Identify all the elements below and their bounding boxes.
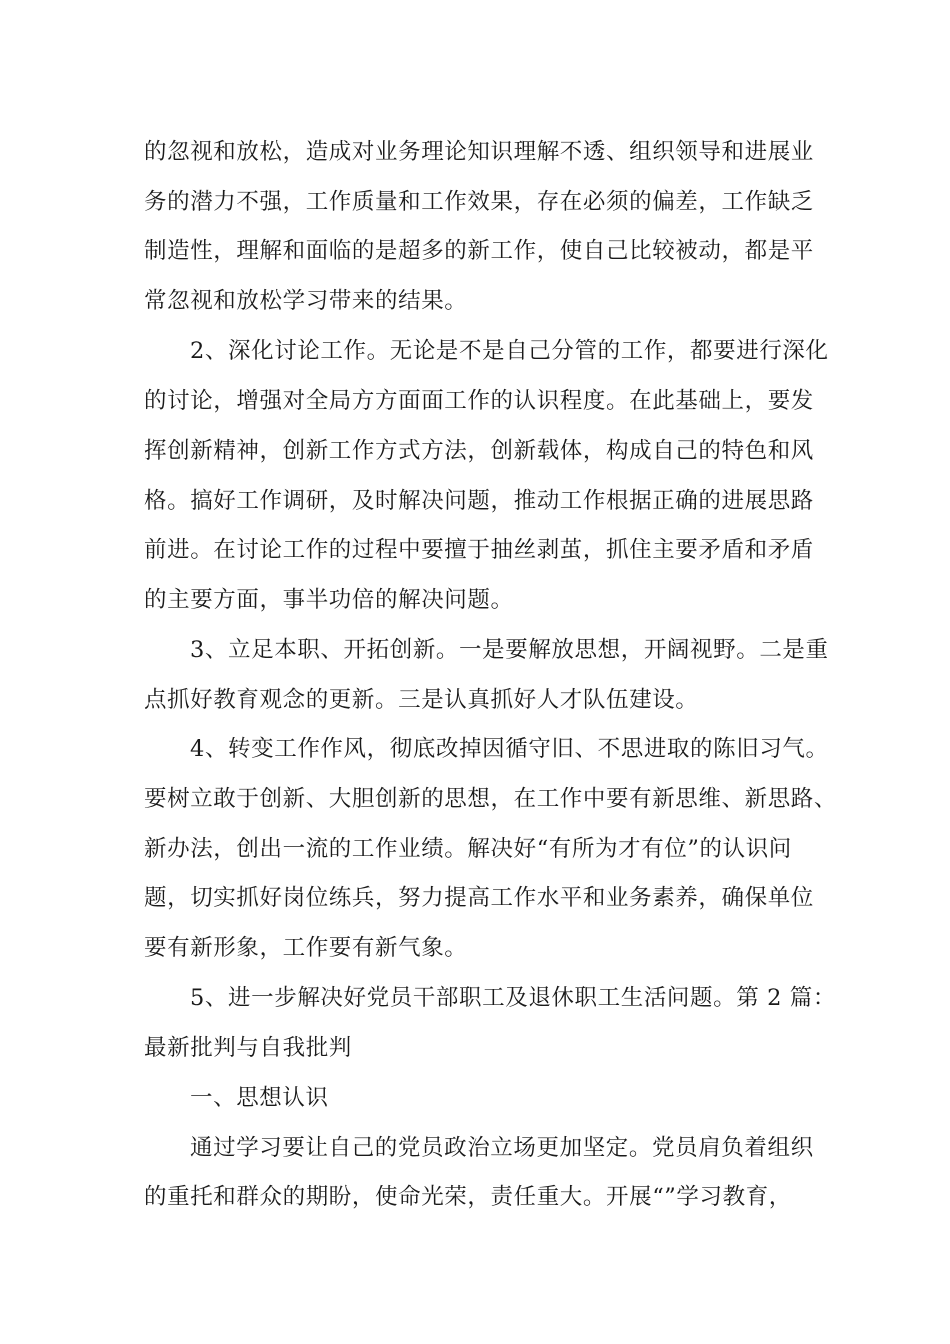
text-line: 2、深化讨论工作。无论是不是自己分管的工作，都要进行深化 bbox=[190, 338, 829, 364]
text-line: 前进。在讨论工作的过程中要擅于抽丝剥茧，抓住主要矛盾和矛盾 bbox=[144, 537, 814, 563]
text-line: 要有新形象，工作要有新气象。 bbox=[144, 935, 468, 961]
text-line: 新办法，创出一流的工作业绩。解决好“有所为才有位”的认识问 bbox=[144, 836, 792, 862]
text-line: 通过学习要让自己的党员政治立场更加坚定。党员肩负着组织 bbox=[190, 1135, 814, 1161]
text-line: 的忽视和放松，造成对业务理论知识理解不透、组织领导和进展业 bbox=[144, 139, 814, 165]
text-line: 点抓好教育观念的更新。三是认真抓好人才队伍建设。 bbox=[144, 687, 699, 713]
text-line: 5、进一步解决好党员干部职工及退休职工生活问题。第 2 篇： bbox=[190, 985, 836, 1011]
text-line: 格。搞好工作调研，及时解决问题，推动工作根据正确的进展思路 bbox=[144, 488, 814, 514]
text-line: 题，切实抓好岗位练兵，努力提高工作水平和业务素养，确保单位 bbox=[144, 885, 814, 911]
section-heading: 最新批判与自我批判 bbox=[144, 1035, 352, 1061]
text-line: 挥创新精神，创新工作方式方法，创新载体，构成自己的特色和风 bbox=[144, 438, 814, 464]
text-line: 制造性，理解和面临的是超多的新工作，使自己比较被动，都是平 bbox=[144, 238, 814, 264]
subsection-heading: 一、思想认识 bbox=[190, 1085, 329, 1111]
text-line: 的主要方面，事半功倍的解决问题。 bbox=[144, 587, 514, 613]
text-line: 4、转变工作作风，彻底改掉因循守旧、不思进取的陈旧习气。 bbox=[190, 736, 829, 762]
text-line: 的重托和群众的期盼，使命光荣，责任重大。开展“”学习教育， bbox=[144, 1184, 792, 1210]
text-line: 务的潜力不强，工作质量和工作效果，存在必须的偏差，工作缺乏 bbox=[144, 189, 814, 215]
text-line: 常忽视和放松学习带来的结果。 bbox=[144, 288, 468, 314]
text-line: 的讨论，增强对全局方方面面工作的认识程度。在此基础上，要发 bbox=[144, 388, 814, 414]
text-line: 3、立足本职、开拓创新。一是要解放思想，开阔视野。二是重 bbox=[190, 637, 829, 663]
text-line: 要树立敢于创新、大胆创新的思想，在工作中要有新思维、新思路、 bbox=[144, 786, 838, 812]
